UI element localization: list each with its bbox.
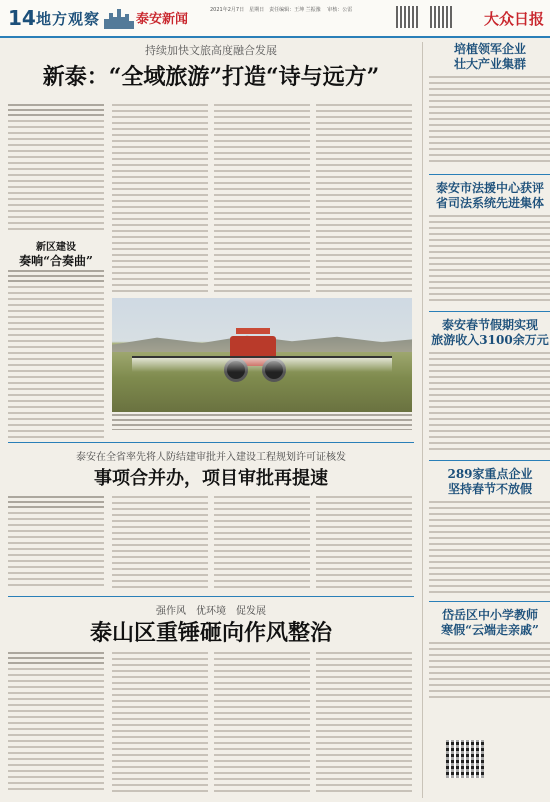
photo-tractor-roof — [236, 328, 270, 334]
sidebar-item-title: 岱岳区中小学教师 寒假“云端走亲戚” — [441, 608, 539, 637]
tractor-field-photo — [112, 298, 412, 412]
sidebar-divider — [429, 460, 550, 461]
sidebar-item-body — [429, 501, 550, 593]
article-body-text — [112, 104, 208, 294]
section-divider — [8, 442, 414, 443]
article-body-text — [316, 496, 412, 590]
article-body-text — [8, 120, 104, 232]
article-body-text — [316, 104, 412, 294]
byline — [8, 496, 104, 508]
article-body-text — [8, 512, 104, 590]
sidebar-item-body — [429, 642, 550, 698]
subsection-title: 泰安新闻 — [136, 12, 189, 27]
photo-spray-mist — [132, 358, 392, 372]
sidebar-item-title: 泰安市法援中心获评 省司法系统先进集体 — [435, 181, 544, 210]
sidebar-item-body — [429, 215, 550, 303]
sidebar-divider — [429, 601, 550, 602]
section-title: 地方观察 — [36, 10, 101, 28]
article-body-text — [8, 286, 104, 438]
photo-caption — [112, 414, 412, 430]
sidebar-divider — [429, 174, 550, 175]
byline — [8, 652, 104, 664]
feature-headline-line2: 奏响“合奏曲” — [19, 254, 93, 268]
byline — [8, 104, 104, 116]
page-number: 14 — [8, 6, 36, 30]
masthead — [0, 0, 550, 38]
qr-code-icon — [396, 6, 418, 28]
section-divider — [8, 596, 414, 597]
feature-headline-line1: 新区建设 — [36, 242, 76, 253]
third-headline: 泰山区重锤砸向作风整治 — [89, 620, 332, 646]
sidebar-column — [422, 42, 550, 798]
sidebar-item-body — [429, 352, 550, 452]
lead-headline: 新泰：“全域旅游”打造“诗与远方” — [42, 64, 380, 90]
article-body-text — [8, 668, 104, 794]
article-body-text — [214, 652, 310, 794]
lead-kicker: 持续加快文旅高度融合发展 — [145, 44, 277, 57]
sidebar-item-title: 泰安春节假期实现 旅游收入3100余万元 — [431, 318, 549, 347]
third-kicker: 强作风 优环境 促发展 — [156, 606, 266, 617]
main-column — [8, 42, 414, 91]
city-skyline-icon — [104, 5, 134, 29]
qr-code-icon — [446, 740, 484, 778]
byline — [8, 270, 104, 282]
sidebar-item-title: 289家重点企业 坚持春节不放假 — [447, 467, 533, 496]
article-body-text — [214, 496, 310, 590]
sidebar-item-title: 培植领军企业 壮大产业集群 — [453, 42, 526, 71]
qr-code-icon — [430, 6, 452, 28]
newspaper-logo: 大众日报 — [484, 10, 545, 28]
second-kicker: 泰安在全省率先将人防结建审批并入建设工程规划许可证核发 — [76, 452, 346, 463]
second-headline: 事项合并办，项目审批再提速 — [94, 468, 328, 489]
article-body-text — [214, 104, 310, 294]
sidebar-divider — [429, 311, 550, 312]
sidebar-item-body — [429, 76, 550, 166]
dateline: 2021年2月7日 星期日 责任编辑：王坤 兰振豫 审核：公雷 — [210, 7, 353, 13]
article-body-text — [112, 652, 208, 794]
article-body-text — [112, 496, 208, 590]
article-body-text — [316, 652, 412, 794]
